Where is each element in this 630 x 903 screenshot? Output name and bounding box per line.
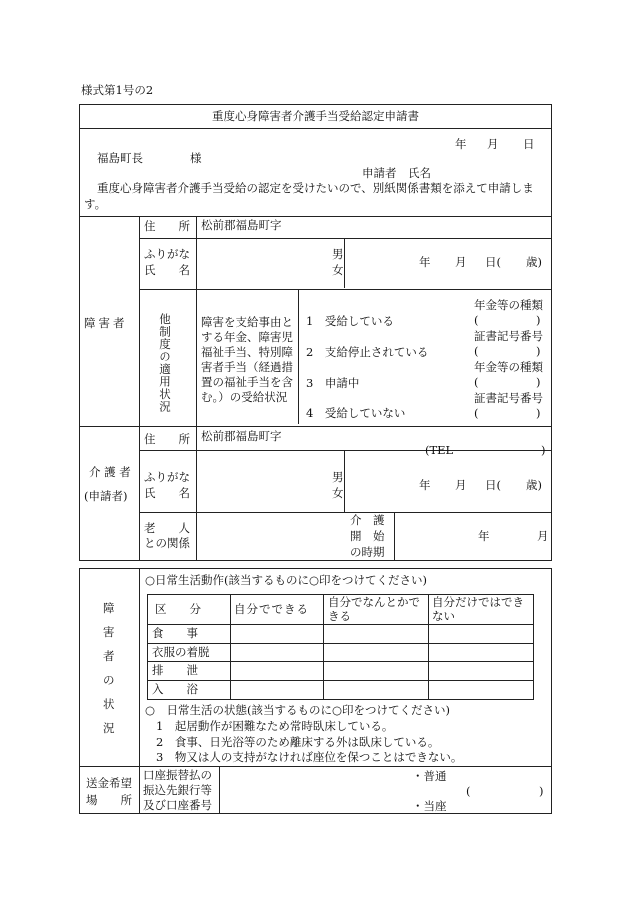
cert-no-label: 証書記号番号: [474, 329, 543, 343]
option-applying[interactable]: 3 申請中: [306, 376, 360, 390]
caregiver-name-label: 氏 名: [144, 486, 190, 500]
adl-header-cannot: 自分だけではでき: [432, 595, 524, 609]
pension-kind-label: 年金等の種類: [474, 360, 543, 374]
adl-row-dressing: 衣服の着脱: [152, 645, 210, 659]
option-receiving[interactable]: 1 受給している: [306, 314, 394, 328]
option-not-receiving[interactable]: 4 受給していない: [306, 406, 406, 420]
date-day-label: 日: [523, 137, 535, 151]
other-desc-line: 害者手当（経過措: [201, 360, 293, 374]
applicant-name-label: 申請者 氏名: [362, 166, 431, 180]
pension-kind-field[interactable]: ( ): [474, 375, 541, 389]
adl-header-category: 区 分: [155, 602, 201, 616]
status-section-char: の: [103, 673, 115, 687]
caregiver-address-label: 住 所: [144, 432, 190, 446]
disabled-section-label: 障害者: [84, 316, 128, 330]
adl-header-somewhat-cont: きる: [328, 609, 351, 623]
care-start-label: 介 護: [350, 513, 385, 527]
caregiver-male[interactable]: 男: [332, 470, 344, 484]
intro-text: 重度心身障害者介護手当受給の認定を受けたいので、別紙関係書類を添えて申請しま: [97, 181, 534, 195]
disabled-birth-month: 月: [455, 255, 467, 269]
account-field-close: ): [539, 784, 544, 798]
disabled-age: 歳): [526, 255, 542, 269]
cert-no-field[interactable]: ( ): [474, 406, 541, 420]
adl-header-cannot-cont: ない: [432, 609, 455, 623]
status-section-char: 者: [103, 649, 115, 663]
caregiver-address-value[interactable]: 松前郡福島町字: [201, 429, 282, 443]
remit-label: 送金希望: [86, 776, 132, 790]
date-month-label: 月: [487, 137, 499, 151]
caregiver-birth-year: 年: [419, 478, 431, 492]
addressee-honorific: 様: [190, 151, 202, 165]
disabled-name-label: 氏 名: [144, 263, 190, 277]
disabled-birth-year: 年: [419, 255, 431, 269]
adl-row-eating: 食 事: [152, 626, 198, 640]
addressee: 福島町長: [97, 151, 143, 165]
date-year-label: 年: [455, 137, 467, 151]
remit-desc: 口座振替払の: [143, 768, 212, 782]
adl-header-somewhat: 自分でなんとかで: [328, 595, 420, 609]
disabled-address-value[interactable]: 松前郡福島町字: [201, 218, 282, 232]
pension-kind-field[interactable]: ( ): [474, 313, 541, 327]
caregiver-section-label: 介 護 者: [89, 465, 131, 479]
caregiver-birth-month: 月: [455, 478, 467, 492]
other-desc-line: 障害を支給事由と: [201, 315, 293, 329]
other-system-label: 他制度の適用状況: [158, 313, 172, 413]
pension-kind-label: 年金等の種類: [474, 298, 543, 312]
account-field-open: (: [466, 784, 471, 798]
disabled-female[interactable]: 女: [332, 263, 344, 277]
intro-text-cont: す。: [84, 197, 107, 211]
status-section-char: 害: [103, 625, 115, 639]
relation-label-cont: との関係: [144, 536, 190, 550]
caregiver-birth-day: 日(: [485, 478, 501, 492]
other-desc-line: 福祉手当、特別障: [201, 345, 293, 359]
adl-row-toileting: 排 泄: [152, 663, 198, 677]
account-type-normal[interactable]: ・普通: [412, 769, 447, 783]
caregiver-tel-close: ): [541, 443, 546, 457]
adl-header-self: 自分でできる: [234, 602, 309, 616]
remit-desc: 及び口座番号: [143, 798, 212, 812]
caregiver-furigana-label: ふりがな: [144, 470, 190, 484]
life-item[interactable]: 3 物又は人の支持がなければ座位を保つことはできない。: [156, 750, 463, 764]
other-desc-line: 置の福祉手当を含: [201, 375, 293, 389]
caregiver-section-sublabel: (申請者): [84, 489, 128, 503]
status-section-char: 状: [103, 697, 115, 711]
life-item[interactable]: 2 食事、日光浴等のため離床する外は臥床している。: [156, 735, 440, 749]
caregiver-age: 歳): [526, 478, 542, 492]
status-section-char: 障: [103, 601, 115, 615]
disabled-male[interactable]: 男: [332, 247, 344, 261]
care-start-label: の時期: [350, 545, 385, 559]
relation-label: 老 人: [144, 521, 190, 535]
life-state-title: ○ 日常生活の状態(該当するものに○印をつけてください): [145, 703, 451, 717]
adl-title: ○日常生活動作(該当するものに○印をつけてください): [145, 573, 428, 587]
form-title: 重度心身障害者介護手当受給認定申請書: [212, 109, 419, 123]
form-number: 様式第1号の2: [81, 83, 154, 97]
cert-no-field[interactable]: ( ): [474, 344, 541, 358]
other-desc-line: する年金、障害児: [201, 330, 293, 344]
account-type-current[interactable]: ・当座: [412, 799, 447, 813]
care-start-label: 開 始: [350, 529, 385, 543]
life-item[interactable]: 1 起居動作が困難なため常時臥床している。: [156, 719, 394, 733]
option-suspended[interactable]: 2 支給停止されている: [306, 345, 429, 359]
disabled-address-label: 住 所: [144, 219, 190, 233]
cert-no-label: 証書記号番号: [474, 391, 543, 405]
care-start-month: 月: [537, 529, 549, 543]
remit-label-cont: 場 所: [86, 793, 132, 807]
caregiver-female[interactable]: 女: [332, 486, 344, 500]
remit-desc: 振込先銀行等: [143, 783, 212, 797]
other-desc-line: む。）の受給状況: [201, 390, 288, 404]
adl-row-bathing: 入 浴: [152, 682, 198, 696]
disabled-birth-day: 日(: [485, 255, 501, 269]
disabled-furigana-label: ふりがな: [144, 247, 190, 261]
status-section-char: 況: [103, 721, 115, 735]
care-start-year: 年: [478, 529, 490, 543]
caregiver-tel-label: (TEL: [425, 443, 454, 457]
